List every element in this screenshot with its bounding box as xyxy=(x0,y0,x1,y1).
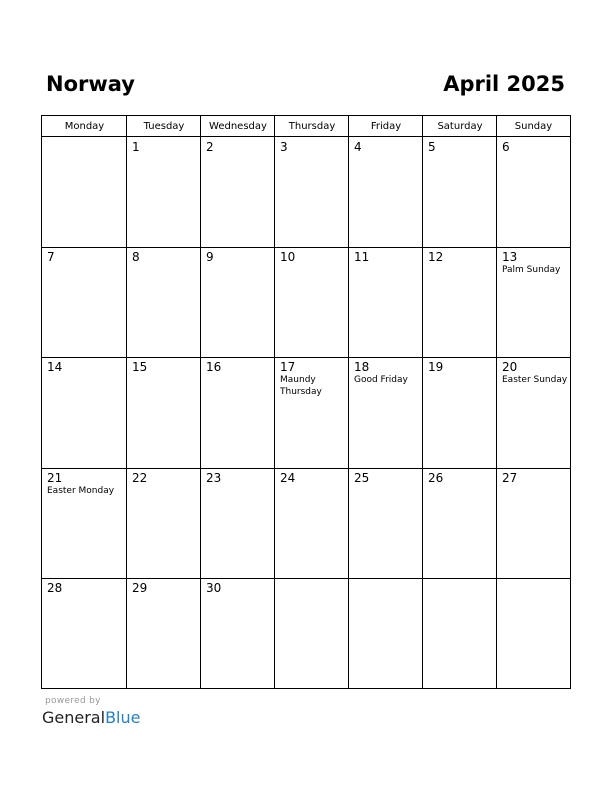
day-number: 3 xyxy=(280,140,288,154)
day-cell xyxy=(42,468,127,578)
footer xyxy=(42,696,140,728)
day-number: 18 xyxy=(354,360,370,374)
day-number: 15 xyxy=(132,360,148,374)
day-number: 14 xyxy=(47,360,63,374)
day-number: 9 xyxy=(206,250,214,264)
day-cell xyxy=(275,468,349,578)
holiday-label: Good Friday xyxy=(354,375,408,385)
day-cell xyxy=(349,247,423,357)
day-number: 13 xyxy=(502,250,518,264)
day-cell xyxy=(275,247,349,357)
holiday-label: Palm Sunday xyxy=(502,265,561,275)
day-cell xyxy=(42,357,127,467)
day-cell xyxy=(42,247,127,357)
day-number: 21 xyxy=(47,471,63,485)
day-cell xyxy=(349,137,423,247)
day-number: 16 xyxy=(206,360,222,374)
day-number: 10 xyxy=(280,250,296,264)
day-cell xyxy=(275,357,349,467)
page-title-month: April 2025 xyxy=(443,72,565,96)
day-number: 5 xyxy=(428,140,436,154)
day-cell xyxy=(497,247,570,357)
holiday-label: Easter Sunday xyxy=(502,375,568,385)
weekday-header-thursday: Thursday xyxy=(288,121,336,132)
holiday-label: Maundy Thursday xyxy=(280,375,322,397)
day-number: 20 xyxy=(502,360,518,374)
day-number: 24 xyxy=(280,471,296,485)
day-number: 30 xyxy=(206,581,222,595)
day-number: 17 xyxy=(280,360,296,374)
weekday-header-sunday: Sunday xyxy=(514,121,553,132)
day-cell xyxy=(497,357,570,467)
day-cell xyxy=(423,247,497,357)
day-cell xyxy=(127,137,201,247)
day-number: 4 xyxy=(354,140,362,154)
weekday-header-monday: Monday xyxy=(64,121,105,132)
day-cell xyxy=(42,578,127,688)
day-number: 12 xyxy=(428,250,444,264)
day-cell xyxy=(201,468,275,578)
day-cell xyxy=(127,578,201,688)
brand-blue-text: Blue xyxy=(105,708,141,727)
day-number: 7 xyxy=(47,250,55,264)
day-number: 28 xyxy=(47,581,63,595)
day-cell xyxy=(423,468,497,578)
day-cell xyxy=(201,247,275,357)
calendar-grid xyxy=(41,115,571,689)
weekday-header-saturday: Saturday xyxy=(437,121,483,132)
day-cell xyxy=(423,357,497,467)
day-cell xyxy=(349,468,423,578)
day-cell xyxy=(201,357,275,467)
day-number: 22 xyxy=(132,471,148,485)
day-number: 29 xyxy=(132,581,148,595)
weekday-header-row xyxy=(42,116,570,137)
powered-by-text: powered by xyxy=(45,696,101,706)
day-cell xyxy=(201,137,275,247)
brand-general-text: General xyxy=(42,708,106,727)
holiday-label: Easter Monday xyxy=(47,486,115,496)
day-cell xyxy=(201,578,275,688)
page-title-country: Norway xyxy=(46,72,135,96)
day-cell xyxy=(127,357,201,467)
day-cell xyxy=(349,357,423,467)
day-cell xyxy=(423,137,497,247)
weekday-header-tuesday: Tuesday xyxy=(143,121,185,132)
day-number: 23 xyxy=(206,471,222,485)
weekday-header-friday: Friday xyxy=(370,121,402,132)
day-cell xyxy=(349,578,423,688)
day-number: 26 xyxy=(428,471,444,485)
day-cell xyxy=(423,578,497,688)
day-cell xyxy=(127,247,201,357)
day-cell xyxy=(497,578,570,688)
day-number: 1 xyxy=(132,140,140,154)
day-cell xyxy=(275,578,349,688)
day-number: 19 xyxy=(428,360,444,374)
generalblue-logo xyxy=(42,708,140,728)
day-number: 8 xyxy=(132,250,140,264)
day-number: 25 xyxy=(354,471,370,485)
day-cell xyxy=(497,468,570,578)
weekday-header-wednesday: Wednesday xyxy=(209,121,267,132)
day-number: 27 xyxy=(502,471,518,485)
day-cell xyxy=(127,468,201,578)
day-cell xyxy=(42,137,127,247)
day-number: 11 xyxy=(354,250,370,264)
day-cell xyxy=(497,137,570,247)
day-number: 6 xyxy=(502,140,510,154)
day-cell xyxy=(275,137,349,247)
day-number: 2 xyxy=(206,140,214,154)
